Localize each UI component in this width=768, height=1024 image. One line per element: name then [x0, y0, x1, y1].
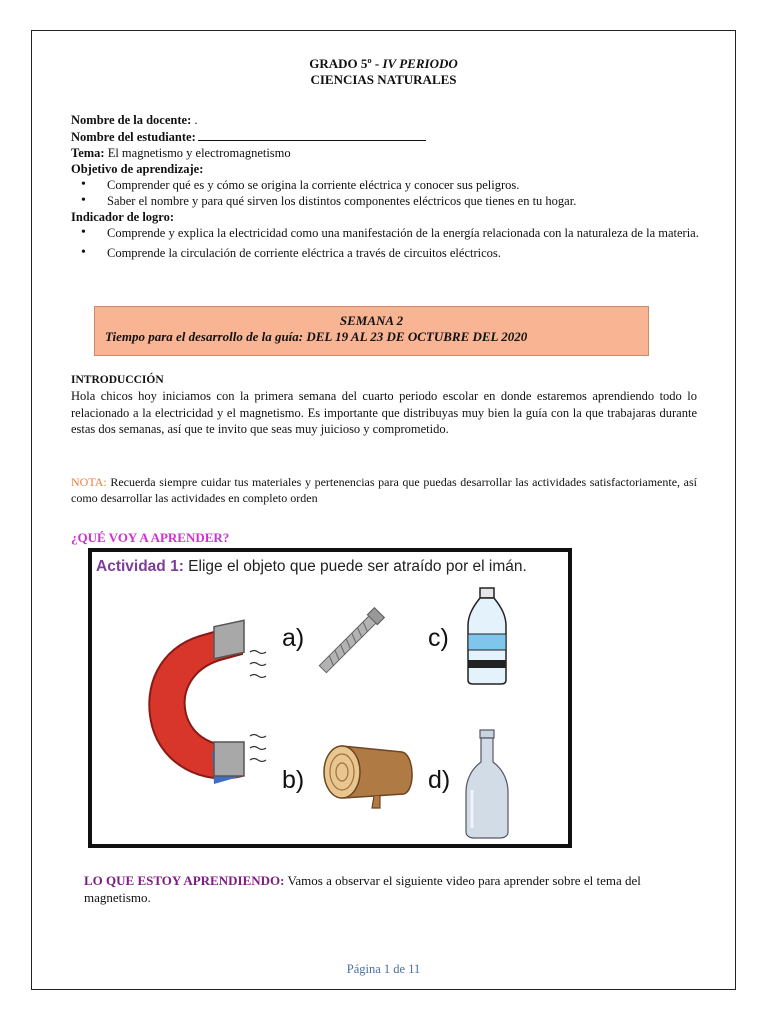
- list-item: • Comprender qué es y cómo se origina la corriente eléctrica y conocer sus peligros.: [107, 177, 701, 193]
- learning-label: LO QUE ESTOY APRENDIENDO:: [84, 873, 285, 888]
- subject-title: CIENCIAS NATURALES: [310, 72, 457, 87]
- glass-bottle-icon[interactable]: [462, 728, 512, 840]
- log-icon[interactable]: [318, 738, 418, 810]
- page-number: Página 1 de 11: [346, 962, 421, 976]
- list-item: • Comprende y explica la electricidad como una manifestación de la energía relacionada con la naturaleza de la materia.: [107, 225, 701, 241]
- intro-text: Hola chicos hoy iniciamos con la primera semana del cuarto periodo escolar en donde estaremos aprendiendo todo lo relacionado a la electricidad y el magnetismo. Es importante que distribuyas muy bien la guía con la que trabajaras durante estas dos semanas, así que te invito que seas muy juicioso y comprometido.: [71, 389, 697, 436]
- student-name-blank[interactable]: [198, 128, 426, 141]
- activity-label: Actividad 1:: [96, 558, 184, 575]
- plastic-bottle-icon[interactable]: [464, 586, 510, 686]
- activity-box: [88, 548, 572, 848]
- indicator-list: [71, 225, 701, 261]
- learning-paragraph: [84, 872, 694, 906]
- list-item: • Saber el nombre y para qué sirven los distintos componentes eléctricos que tienes en tu hogar.: [107, 193, 701, 209]
- option-a-label[interactable]: a): [282, 624, 305, 652]
- note-paragraph: [71, 474, 697, 506]
- learn-heading: ¿QUÉ VOY A APRENDER?: [71, 530, 230, 545]
- week-box: [94, 306, 649, 356]
- week-title: SEMANA 2: [339, 313, 404, 328]
- screw-icon[interactable]: [304, 598, 394, 688]
- week-dates: Tiempo para el desarrollo de la guía: DEL 19 AL 23 DE OCTUBRE DEL 2020: [105, 329, 528, 344]
- note-text: Recuerda siempre cuidar tus materiales y pertenencias para que puedas desarrollar las actividades satisfactoriamente, así como desarrollar las actividades en completo orden: [71, 475, 697, 505]
- option-d-label[interactable]: d): [428, 766, 451, 794]
- activity-prompt: Elige el objeto que puede ser atraído por el imán.: [183, 558, 527, 575]
- introduction: [71, 372, 697, 437]
- objective-list: [71, 177, 701, 209]
- student-row: Nombre del estudiante:: [71, 128, 701, 145]
- magnet-icon: [142, 616, 272, 786]
- activity-title: [96, 558, 527, 576]
- objective-label: Objetivo de aprendizaje:: [71, 162, 204, 176]
- list-item: • Comprende la circulación de corriente eléctrica a través de circuitos eléctricos.: [107, 245, 701, 261]
- option-c-label[interactable]: c): [428, 624, 449, 652]
- info-section: [71, 112, 701, 261]
- intro-title: INTRODUCCIÓN: [71, 374, 164, 386]
- period: IV PERIODO: [382, 56, 458, 71]
- indicator-label: Indicador de logro:: [71, 210, 175, 224]
- note-label: NOTA:: [71, 475, 107, 489]
- learning-text: Vamos a observar el siguiente video para aprender sobre el tema del magnetismo.: [84, 873, 641, 905]
- topic-row: Tema: El magnetismo y electromagnetismo: [71, 146, 291, 160]
- grade-line: GRADO 5º - IV PERIODO: [309, 56, 458, 71]
- document-header: [31, 56, 736, 88]
- option-b-label[interactable]: b): [282, 766, 305, 794]
- teacher-row: Nombre de la docente: .: [71, 113, 198, 127]
